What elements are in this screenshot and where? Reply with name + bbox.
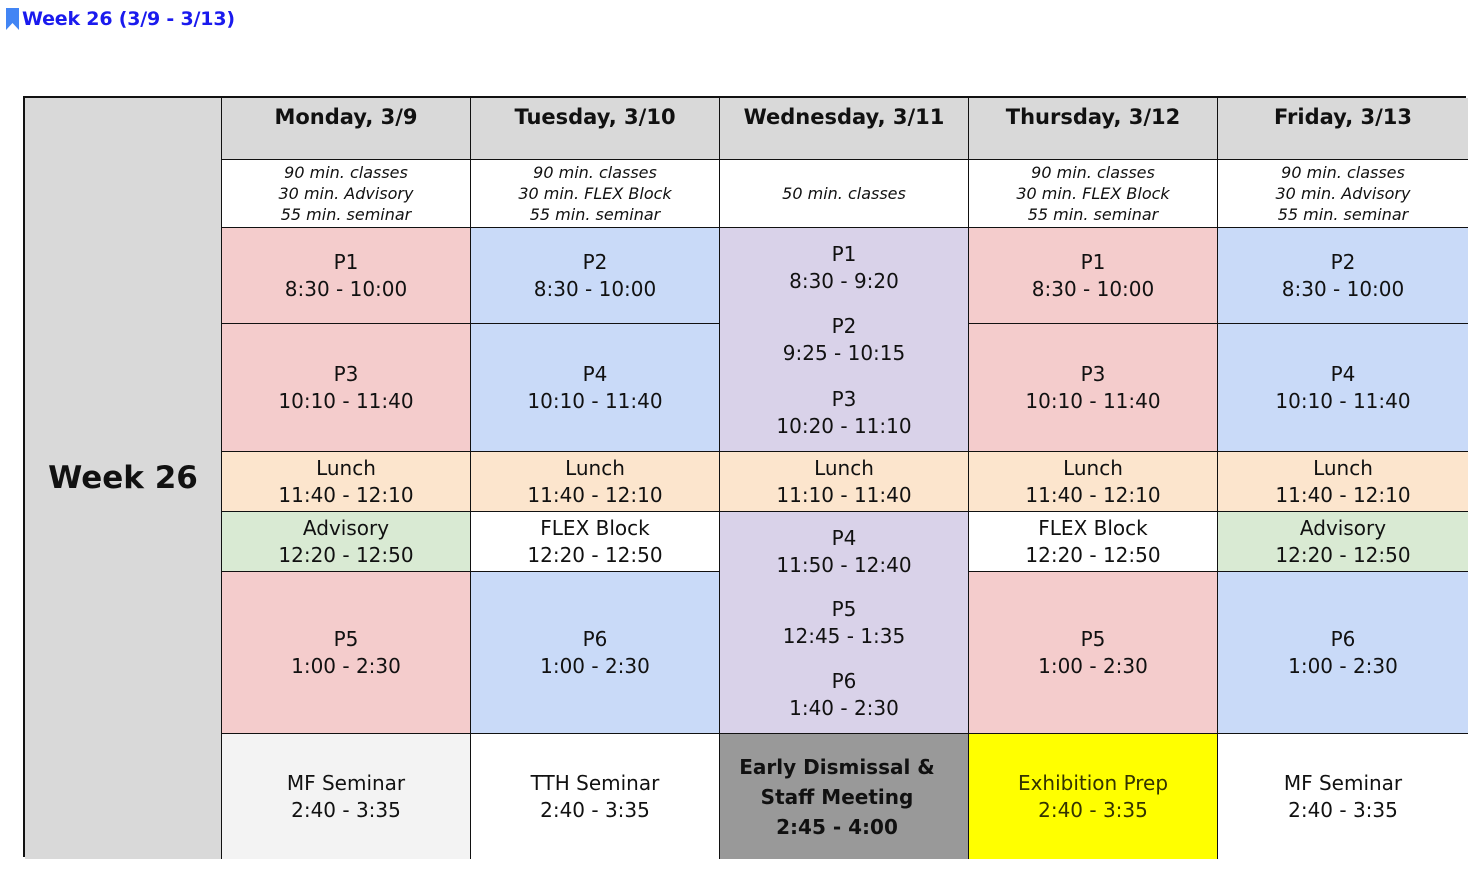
- day-notes-wednesday: [720, 160, 969, 228]
- seminar-label: MF Seminar: [286, 770, 406, 795]
- week-heading-link[interactable]: Week 26 (3/9 - 3/13): [22, 8, 235, 30]
- advisory-block: [1218, 512, 1468, 572]
- day-header-friday: [1218, 98, 1468, 160]
- day-header-thursday: [969, 98, 1218, 160]
- period-block: [222, 228, 471, 324]
- period-time: 10:10 - 11:40: [1025, 388, 1161, 413]
- day-header-tuesday: [471, 98, 720, 160]
- day-header-monday: [222, 98, 471, 160]
- period-time: 8:30 - 10:00: [284, 276, 408, 301]
- seminar-block: [1218, 734, 1468, 859]
- advisory-time: 12:20 - 12:50: [278, 542, 414, 567]
- period-block: [789, 668, 899, 722]
- note-line: 50 min. classes: [782, 184, 906, 203]
- period-block: [1218, 228, 1468, 324]
- early-dismissal-block: [720, 734, 969, 859]
- period-label: P1: [333, 249, 359, 274]
- advisory-label: Advisory: [302, 515, 390, 540]
- lunch-time: 11:40 - 12:10: [278, 482, 414, 507]
- wednesday-afternoon-block: [720, 512, 969, 734]
- lunch-label: Lunch: [565, 455, 625, 480]
- note-line: 30 min. Advisory: [278, 184, 414, 203]
- early-dismissal-line2: Staff Meeting: [760, 784, 914, 809]
- exhibition-prep-block: [969, 734, 1218, 859]
- week-label: Week 26: [48, 460, 198, 496]
- day-notes-thursday: [969, 160, 1218, 228]
- seminar-time: 2:40 - 3:35: [540, 797, 650, 822]
- seminar-block: [222, 734, 471, 859]
- period-block: [471, 228, 720, 324]
- period-block: [471, 324, 720, 452]
- lunch-block: [471, 452, 720, 512]
- period-time: 8:30 - 10:00: [1281, 276, 1405, 301]
- period-block: [776, 386, 911, 440]
- period-time: 10:10 - 11:40: [278, 388, 414, 413]
- bookmark-icon: [6, 8, 19, 30]
- schedule-table: [23, 96, 1466, 857]
- note-line: 30 min. Advisory: [1275, 184, 1411, 203]
- advisory-time: 12:20 - 12:50: [1275, 542, 1411, 567]
- period-block: [222, 324, 471, 452]
- period-block: [969, 228, 1218, 324]
- period-label: P5: [333, 626, 359, 651]
- lunch-block: [969, 452, 1218, 512]
- note-line: 90 min. classes: [1031, 163, 1155, 182]
- day-notes-monday: [222, 160, 471, 228]
- day-name: Tuesday, 3/10: [514, 105, 676, 129]
- note-line: 55 min. seminar: [1277, 205, 1409, 224]
- day-name: Friday, 3/13: [1274, 105, 1412, 129]
- period-label: P1: [1080, 249, 1106, 274]
- period-time: 1:00 - 2:30: [1038, 653, 1148, 678]
- advisory-block: [222, 512, 471, 572]
- period-label: P1: [831, 242, 857, 267]
- period-time: 12:45 - 1:35: [782, 624, 906, 649]
- lunch-time: 11:40 - 12:10: [527, 482, 663, 507]
- note-line: 55 min. seminar: [280, 205, 412, 224]
- period-block: [1218, 572, 1468, 734]
- lunch-label: Lunch: [1063, 455, 1123, 480]
- lunch-block: [1218, 452, 1468, 512]
- early-dismissal-line1: Early Dismissal &: [739, 754, 935, 779]
- flex-time: 12:20 - 12:50: [527, 542, 663, 567]
- period-label: P3: [333, 361, 359, 386]
- seminar-label: TTH Seminar: [530, 770, 660, 795]
- period-label: P3: [1080, 361, 1106, 386]
- day-name: Wednesday, 3/11: [743, 105, 945, 129]
- day-notes-friday: [1218, 160, 1468, 228]
- period-label: P4: [831, 525, 857, 550]
- period-block: [783, 596, 905, 650]
- period-time: 11:50 - 12:40: [776, 552, 912, 577]
- period-time: 10:20 - 11:10: [776, 413, 912, 438]
- wednesday-morning-block: [720, 228, 969, 452]
- period-label: P6: [1330, 626, 1356, 651]
- flex-block: [471, 512, 720, 572]
- period-time: 1:40 - 2:30: [789, 696, 899, 721]
- flex-label: FLEX Block: [1038, 515, 1148, 540]
- period-label: P4: [1330, 361, 1356, 386]
- lunch-block: [720, 452, 969, 512]
- period-block: [969, 572, 1218, 734]
- period-block: [471, 572, 720, 734]
- period-block: [783, 313, 905, 367]
- period-block: [1218, 324, 1468, 452]
- period-label: P2: [831, 314, 857, 339]
- period-time: 1:00 - 2:30: [1288, 653, 1398, 678]
- day-name: Thursday, 3/12: [1005, 105, 1181, 129]
- flex-label: FLEX Block: [540, 515, 650, 540]
- period-label: P2: [1330, 249, 1356, 274]
- advisory-label: Advisory: [1299, 515, 1387, 540]
- week-heading[interactable]: [6, 8, 235, 30]
- flex-time: 12:20 - 12:50: [1025, 542, 1161, 567]
- week-label-cell: [25, 98, 222, 859]
- note-line: 55 min. seminar: [529, 205, 661, 224]
- period-label: P5: [831, 597, 857, 622]
- seminar-label: Exhibition Prep: [1017, 770, 1169, 795]
- note-line: 90 min. classes: [1281, 163, 1405, 182]
- lunch-label: Lunch: [814, 455, 874, 480]
- period-time: 8:30 - 10:00: [1031, 276, 1155, 301]
- seminar-block: [471, 734, 720, 859]
- period-block: [222, 572, 471, 734]
- period-label: P3: [831, 386, 857, 411]
- note-line: 55 min. seminar: [1027, 205, 1159, 224]
- period-label: P2: [582, 249, 608, 274]
- period-time: 8:30 - 10:00: [533, 276, 657, 301]
- lunch-time: 11:40 - 12:10: [1275, 482, 1411, 507]
- period-time: 8:30 - 9:20: [789, 269, 899, 294]
- period-time: 1:00 - 2:30: [291, 653, 401, 678]
- day-notes-tuesday: [471, 160, 720, 228]
- seminar-time: 2:40 - 3:35: [291, 797, 401, 822]
- seminar-label: MF Seminar: [1283, 770, 1403, 795]
- seminar-time: 2:40 - 3:35: [1288, 797, 1398, 822]
- note-line: 90 min. classes: [533, 163, 657, 182]
- period-label: P4: [582, 361, 608, 386]
- period-block: [969, 324, 1218, 452]
- period-time: 9:25 - 10:15: [782, 341, 906, 366]
- note-line: 90 min. classes: [284, 163, 408, 182]
- period-time: 10:10 - 11:40: [527, 388, 663, 413]
- period-block: [776, 525, 911, 579]
- flex-block: [969, 512, 1218, 572]
- lunch-label: Lunch: [316, 455, 376, 480]
- note-line: 30 min. FLEX Block: [518, 184, 672, 203]
- period-label: P6: [582, 626, 608, 651]
- early-dismissal-time: 2:45 - 4:00: [776, 814, 898, 839]
- lunch-label: Lunch: [1313, 455, 1373, 480]
- note-line: 30 min. FLEX Block: [1016, 184, 1170, 203]
- period-block: [789, 241, 899, 295]
- lunch-block: [222, 452, 471, 512]
- period-label: P6: [831, 669, 857, 694]
- day-header-wednesday: [720, 98, 969, 160]
- seminar-time: 2:40 - 3:35: [1038, 797, 1148, 822]
- period-time: 10:10 - 11:40: [1275, 388, 1411, 413]
- lunch-time: 11:40 - 12:10: [1025, 482, 1161, 507]
- lunch-time: 11:10 - 11:40: [776, 482, 912, 507]
- period-label: P5: [1080, 626, 1106, 651]
- day-name: Monday, 3/9: [274, 105, 418, 129]
- period-time: 1:00 - 2:30: [540, 653, 650, 678]
